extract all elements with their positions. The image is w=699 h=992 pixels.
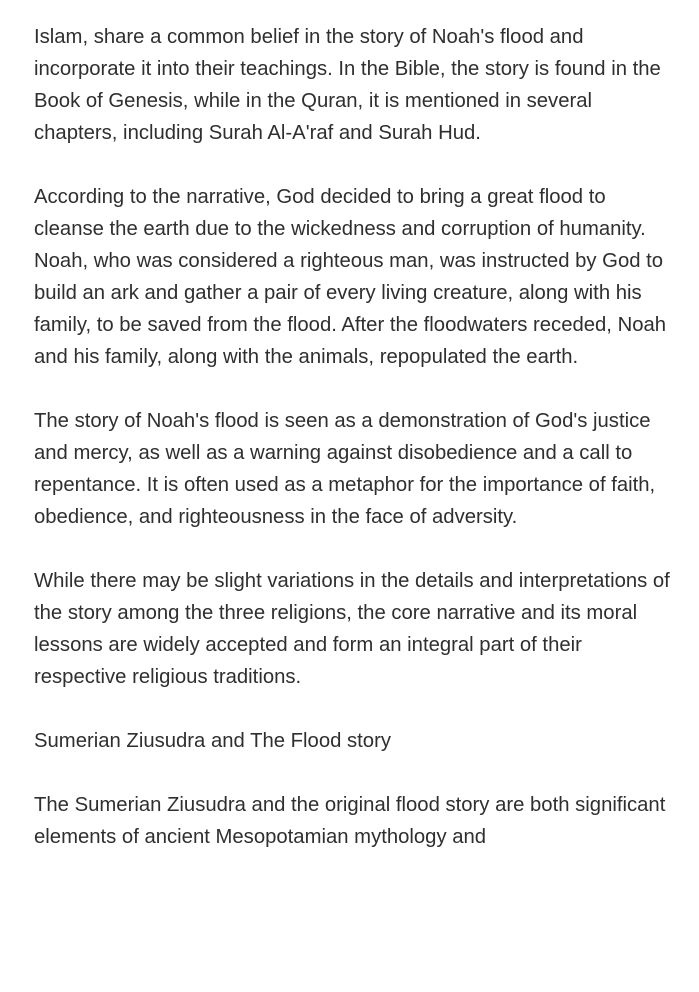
paragraph-islam-bible-quran: Islam, share a common belief in the story of Noah's flood and incorporate it into their teachings. In the Bible, the story is found in the Book of Genesis, while in the Quran, it is mentioned in several chapters, including Surah Al-A'raf and Surah Hud. [34, 26, 661, 144]
paragraph-variations: While there may be slight variations in the details and interpretations of the story among the three religions, the core narrative and its moral lessons are widely accepted and form an integral part of their respective religious traditions. [34, 570, 670, 688]
paragraph-justice-mercy: The story of Noah's flood is seen as a demonstration of God's justice and mercy, as well as a warning against disobedience and a call to repentance. It is often used as a metaphor for the importance of faith, obedience, and righteousness in the face of adversity. [34, 410, 656, 528]
paragraph-sumerian: The Sumerian Ziusudra and the original flood story are both significant elements of ancient Mesopotamian mythology and [34, 794, 666, 848]
section-heading-ziusudra: Sumerian Ziusudra and The Flood story [34, 730, 391, 752]
paragraph-narrative: According to the narrative, God decided to bring a great flood to cleanse the earth due to the wickedness and corruption of humanity. Noah, who was considered a righteous man, was instructed by God to build an ark and gather a pair of every living creature, along with his family, to be saved from the flood. After the floodwaters receded, Noah and his family, along with the animals, repopulated the earth. [34, 186, 667, 368]
message-body [34, 21, 674, 885]
